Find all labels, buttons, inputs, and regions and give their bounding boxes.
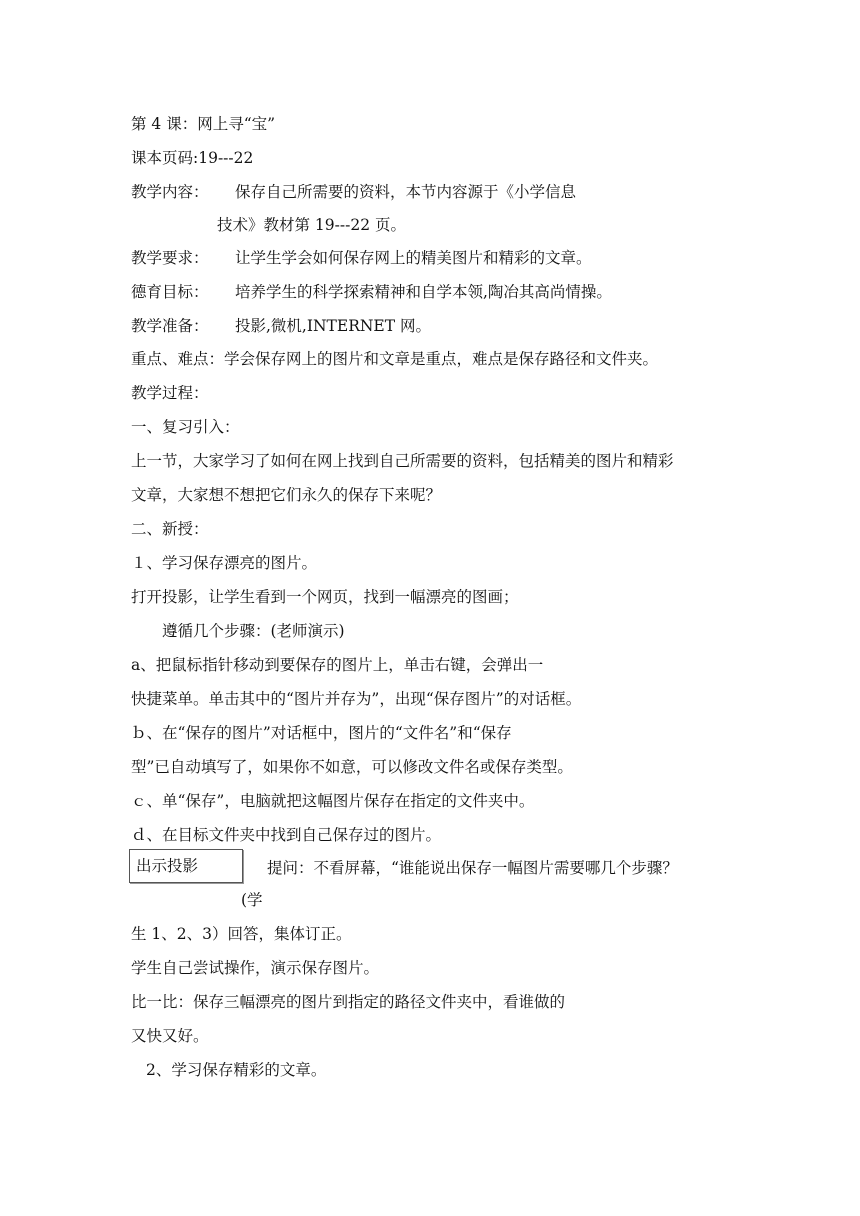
try-line: 学生自己尝试操作，演示保存图片。	[131, 959, 380, 977]
moral-label: 德育目标：	[131, 283, 209, 301]
prep-text: 投影,微机,INTERNET 网。	[235, 317, 432, 335]
review-heading: 一、复习引入：	[131, 418, 240, 436]
requirement-label: 教学要求：	[131, 249, 209, 267]
compare-line2: 又快又好。	[131, 1027, 209, 1045]
step2-heading: 2、学习保存精彩的文章。	[146, 1061, 327, 1079]
question-line2: (学	[241, 891, 263, 909]
content-label: 教学内容：	[131, 183, 209, 201]
step1-steps-intro: 遵循几个步骤：(老师演示)	[162, 622, 345, 640]
textbook-pages: 课本页码:19---22	[131, 149, 254, 167]
step1-intro: 打开投影，让学生看到一个网页，找到一幅漂亮的图画；	[131, 588, 519, 606]
step-a-line1: a、把鼠标指针移动到要保存的图片上，单击右键，会弹出一	[131, 656, 544, 674]
moral-row	[131, 282, 612, 302]
step-a-line2: 快捷菜单。单击其中的“图片并存为”，出现“保存图片”的对话框。	[131, 690, 582, 708]
requirement-row	[131, 248, 592, 268]
show-projection-box: 出示投影	[129, 849, 243, 883]
content-text-continued: 技术》教材第 19---22 页。	[217, 216, 407, 234]
review-paragraph-line1: 上一节，大家学习了如何在网上找到自己所需要的资料，包括精美的图片和精彩	[131, 452, 674, 470]
content-row	[131, 182, 576, 202]
review-paragraph-line2: 文章，大家想不想把它们永久的保存下来呢？	[131, 486, 442, 504]
prep-label: 教学准备：	[131, 317, 209, 335]
content-text: 保存自己所需要的资料，本节内容源于《小学信息	[235, 183, 577, 201]
lesson-title: 第 4 课：网上寻“宝”	[131, 115, 276, 133]
prep-row	[131, 316, 431, 336]
step1-heading: １、学习保存漂亮的图片。	[131, 554, 318, 572]
step-b-line2: 型”已自动填写了，如果你不如意，可以修改文件名或保存类型。	[131, 758, 573, 776]
step-b-line1: ｂ、在“保存的图片”对话框中，图片的“文件名”和“保存	[131, 724, 512, 742]
moral-text: 培养学生的科学探索精神和自学本领,陶冶其高尚情操。	[235, 283, 612, 301]
keypoints-text: 重点、难点：学会保存网上的图片和文章是重点，难点是保存路径和文件夹。	[131, 350, 659, 368]
requirement-text: 让学生学会如何保存网上的精美图片和精彩的文章。	[235, 249, 592, 267]
process-label: 教学过程：	[131, 384, 209, 402]
answer-line: 生 1、2、3）回答，集体订正。	[131, 925, 352, 943]
question-line1: 提问：不看屏幕，“谁能说出保存一幅图片需要哪几个步骤？	[267, 859, 678, 877]
new-lesson-heading: 二、新授：	[131, 520, 209, 538]
compare-line1: 比一比：保存三幅漂亮的图片到指定的路径文件夹中，看谁做的	[131, 993, 566, 1011]
step-c: ｃ、单“保存”，电脑就把这幅图片保存在指定的文件夹中。	[131, 792, 535, 810]
step-d: ｄ、在目标文件夹中找到自己保存过的图片。	[131, 826, 442, 844]
